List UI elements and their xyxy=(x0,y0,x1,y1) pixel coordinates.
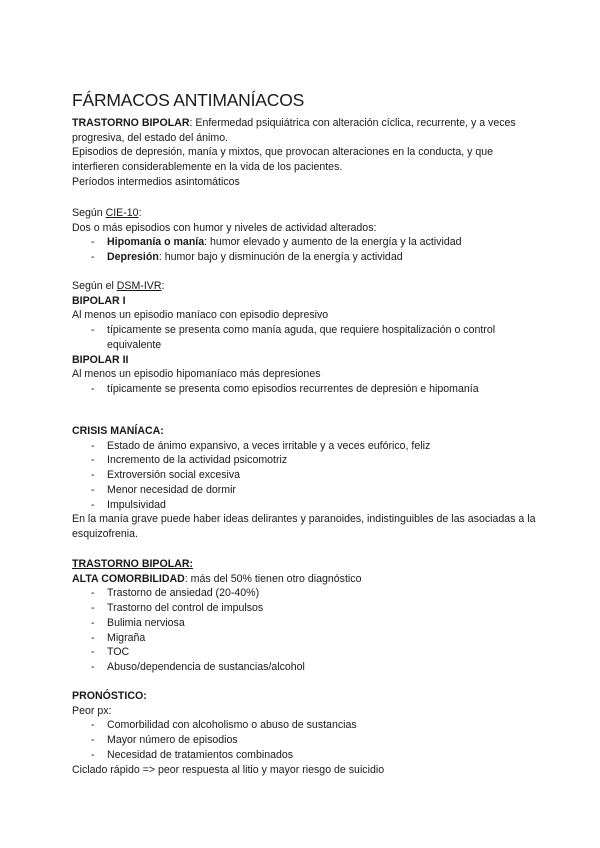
list-item xyxy=(72,235,542,250)
comorbidity-heading: TRASTORNO BIPOLAR: xyxy=(72,558,194,570)
cie-item-text: : humor elevado y aumento de la energía y la actividad xyxy=(204,236,462,249)
cie-suffix: : xyxy=(138,207,142,219)
prognosis-section xyxy=(72,689,542,777)
bipolar-1-heading: BIPOLAR I xyxy=(72,294,126,307)
comorbidity-text: : más del 50% tienen otro diagnóstico xyxy=(184,572,362,585)
intro-definition xyxy=(72,116,542,145)
prognosis-closing: Ciclado rápido => peor respuesta al litio y mayor riesgo de suicidio xyxy=(72,763,385,776)
list-item: - Mayor número de episodios xyxy=(72,733,542,748)
dsm-prefix: Según el xyxy=(72,280,117,292)
dsm-section xyxy=(72,279,542,397)
list-item: - Trastorno del control de impulsos xyxy=(72,601,542,616)
comorbidity-list xyxy=(72,586,542,674)
list-item: - Incremento de la actividad psicomotriz xyxy=(72,453,542,468)
dsm-heading xyxy=(72,279,542,294)
intro-definition-text: : Enfermedad psiquiátrica con alteración cíclica, recurrente, y a veces progresiva, del estado del ánimo. xyxy=(72,117,516,144)
list-item: - Migraña xyxy=(72,631,542,646)
crisis-heading: CRISIS MANÍACA: xyxy=(72,425,164,437)
cie-heading xyxy=(72,206,542,221)
list-item: - Menor necesidad de dormir xyxy=(72,483,542,498)
cie-item-term: Depresión xyxy=(107,251,159,264)
list-item: - Comorbilidad con alcoholismo o abuso de sustancias xyxy=(72,718,542,733)
prognosis-heading: PRONÓSTICO: xyxy=(72,690,147,702)
bipolar-2-list xyxy=(72,382,542,397)
list-item: - TOC xyxy=(72,645,542,660)
intro-section xyxy=(72,116,542,190)
list-item: - típicamente se presenta como manía aguda, que requiere hospitalización o control equivalente xyxy=(72,323,542,352)
cie-section xyxy=(72,206,542,265)
cie-item-text: : humor bajo y disminución de la energía y actividad xyxy=(158,251,403,264)
crisis-list xyxy=(72,439,542,513)
list-item xyxy=(72,250,542,265)
list-item: - Bulimia nerviosa xyxy=(72,616,542,631)
bipolar-1-description: Al menos un episodio maníaco con episodio depresivo xyxy=(72,309,329,322)
list-item: - Extroversión social excesiva xyxy=(72,468,542,483)
cie-prefix: Según xyxy=(72,207,106,219)
dsm-name: DSM-IVR xyxy=(116,280,162,292)
prognosis-list xyxy=(72,718,542,762)
list-item: - Impulsividad xyxy=(72,498,542,513)
bipolar-1-list xyxy=(72,323,542,352)
cie-description: Dos o más episodios con humor y niveles de actividad alterados: xyxy=(72,221,377,234)
list-item: - Necesidad de tratamientos combinados xyxy=(72,748,542,763)
cie-item-term: Hipomanía o manía xyxy=(107,236,205,249)
bipolar-2-description: Al menos un episodio hipomaníaco más depresiones xyxy=(72,368,321,381)
crisis-section xyxy=(72,424,542,542)
comorbidity-term: ALTA COMORBILIDAD xyxy=(72,572,185,585)
list-item: - Estado de ánimo expansivo, a veces irritable y a veces eufórico, feliz xyxy=(72,439,542,454)
comorbidity-summary xyxy=(72,572,542,587)
list-item: - Trastorno de ansiedad (20-40%) xyxy=(72,586,542,601)
page-title: FÁRMACOS ANTIMANÍACOS xyxy=(72,90,305,110)
dsm-suffix: : xyxy=(161,280,165,292)
list-item: - típicamente se presenta como episodios recurrentes de depresión e hipomanía xyxy=(72,382,542,397)
cie-name: CIE-10 xyxy=(105,207,139,219)
bipolar-2-heading: BIPOLAR II xyxy=(72,353,129,366)
intro-line-2: Episodios de depresión, manía y mixtos, que provocan alteraciones en la conducta, y que interfieren considerablemente en la vida de los pacientes. xyxy=(72,146,494,174)
list-item: - Abuso/dependencia de sustancias/alcohol xyxy=(72,660,542,675)
intro-term: TRASTORNO BIPOLAR xyxy=(72,117,190,129)
comorbidity-section xyxy=(72,557,542,675)
intro-line-3: Períodos intermedios asintomáticos xyxy=(72,175,240,188)
prognosis-lead: Peor px: xyxy=(72,704,112,717)
crisis-note: En la manía grave puede haber ideas delirantes y paranoides, indistinguibles de las asociadas a la esquizofrenia. xyxy=(72,513,536,540)
cie-list xyxy=(72,235,542,264)
